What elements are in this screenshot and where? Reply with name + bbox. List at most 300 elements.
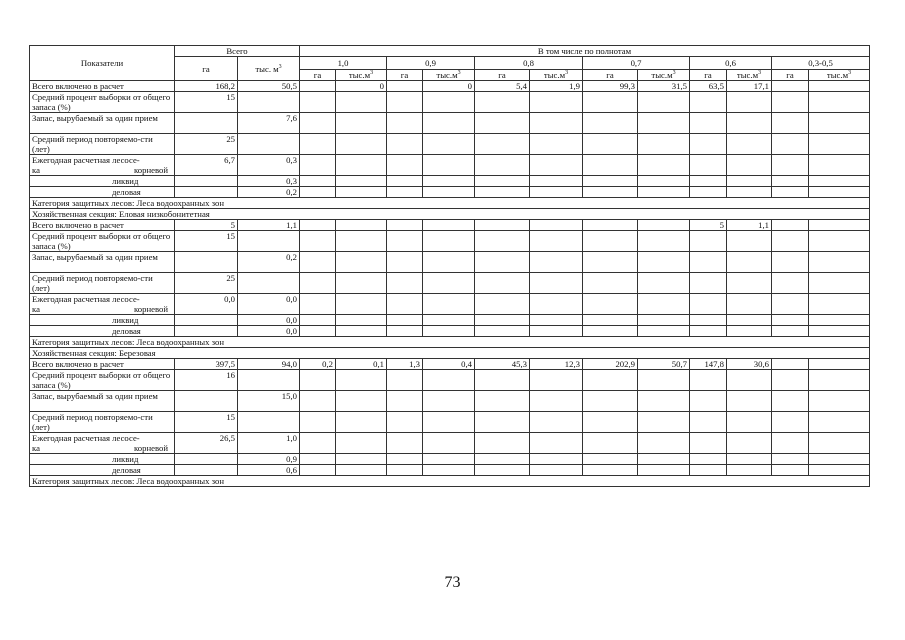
value-cell — [475, 465, 530, 476]
value-cell — [583, 326, 638, 337]
value-cell — [772, 134, 809, 155]
table-row — [30, 359, 870, 370]
value-cell — [638, 113, 690, 134]
value-cell — [475, 454, 530, 465]
value-cell — [690, 412, 727, 433]
value-cell — [809, 433, 870, 454]
row-label: Всего включено в расчет — [30, 81, 175, 92]
value-cell — [583, 294, 638, 315]
value-cell — [238, 412, 300, 433]
value-cell — [690, 273, 727, 294]
value-cell — [638, 92, 690, 113]
value-cell — [772, 176, 809, 187]
value-cell — [475, 391, 530, 412]
table-row — [30, 155, 870, 176]
value-cell — [727, 454, 772, 465]
row-label: Запас, вырубаемый за один прием — [30, 113, 175, 134]
section-caption-row — [30, 476, 870, 487]
value-cell — [336, 433, 387, 454]
value-cell — [475, 370, 530, 391]
value-cell — [475, 315, 530, 326]
table-row — [30, 92, 870, 113]
value-cell — [475, 220, 530, 231]
value-cell — [475, 92, 530, 113]
value-cell — [530, 220, 583, 231]
density-ha-header: га — [772, 70, 809, 81]
section-caption: Хозяйственная секция: Березовая — [30, 348, 870, 359]
value-cell — [475, 433, 530, 454]
value-cell: 7,6 — [238, 113, 300, 134]
density-ha-header: га — [300, 70, 336, 81]
value-cell — [300, 315, 336, 326]
value-cell — [690, 113, 727, 134]
section-caption-row — [30, 198, 870, 209]
table-body — [30, 81, 870, 487]
value-cell — [387, 326, 423, 337]
value-cell: 0 — [336, 81, 387, 92]
value-cell: 0,9 — [238, 454, 300, 465]
value-cell — [475, 231, 530, 252]
row-label: деловая — [30, 326, 175, 337]
value-cell: 147,8 — [690, 359, 727, 370]
value-cell — [336, 273, 387, 294]
value-cell — [387, 454, 423, 465]
value-cell: 1,3 — [387, 359, 423, 370]
table-row — [30, 326, 870, 337]
value-cell — [809, 134, 870, 155]
table-row — [30, 113, 870, 134]
value-cell — [175, 252, 238, 273]
value-cell — [175, 326, 238, 337]
value-cell — [809, 187, 870, 198]
row-label: Средний процент выборки от общего запаса (%) — [30, 231, 175, 252]
value-cell — [423, 412, 475, 433]
value-cell: 50,5 — [238, 81, 300, 92]
density-header: 0,9 — [387, 57, 475, 70]
value-cell — [638, 326, 690, 337]
section-caption: Категория защитных лесов: Леса водоохранных зон — [30, 337, 870, 348]
value-cell — [387, 273, 423, 294]
value-cell — [300, 454, 336, 465]
value-cell — [423, 294, 475, 315]
value-cell — [387, 155, 423, 176]
table-row — [30, 433, 870, 454]
table-row — [30, 391, 870, 412]
value-cell — [423, 391, 475, 412]
value-cell — [387, 370, 423, 391]
value-cell: 1,1 — [238, 220, 300, 231]
value-cell — [809, 155, 870, 176]
value-cell — [336, 176, 387, 187]
value-cell — [387, 391, 423, 412]
value-cell: 15,0 — [238, 391, 300, 412]
value-cell — [772, 315, 809, 326]
value-cell — [423, 113, 475, 134]
value-cell — [727, 134, 772, 155]
value-cell: 0,0 — [238, 315, 300, 326]
table-row — [30, 370, 870, 391]
value-cell — [530, 187, 583, 198]
value-cell — [387, 113, 423, 134]
value-cell — [530, 176, 583, 187]
value-cell — [387, 92, 423, 113]
value-cell — [300, 81, 336, 92]
value-cell — [583, 231, 638, 252]
indicators-header: Показатели — [30, 46, 175, 81]
value-cell — [638, 433, 690, 454]
value-cell — [638, 134, 690, 155]
value-cell — [727, 92, 772, 113]
value-cell — [336, 294, 387, 315]
value-cell — [300, 220, 336, 231]
value-cell — [530, 391, 583, 412]
value-cell — [727, 231, 772, 252]
value-cell — [475, 412, 530, 433]
value-cell — [809, 294, 870, 315]
density-header: 0,7 — [583, 57, 690, 70]
value-cell: 202,9 — [583, 359, 638, 370]
value-cell — [336, 315, 387, 326]
value-cell — [727, 433, 772, 454]
value-cell — [727, 176, 772, 187]
value-cell — [690, 134, 727, 155]
table-row — [30, 187, 870, 198]
value-cell — [690, 315, 727, 326]
section-caption-row — [30, 337, 870, 348]
value-cell — [475, 294, 530, 315]
value-cell — [772, 231, 809, 252]
value-cell — [423, 370, 475, 391]
value-cell — [638, 176, 690, 187]
value-cell — [423, 252, 475, 273]
value-cell — [475, 252, 530, 273]
density-volume-header: $тыс.м^3$ — [336, 70, 387, 81]
value-cell — [300, 113, 336, 134]
value-cell: 1,1 — [727, 220, 772, 231]
value-cell — [809, 315, 870, 326]
value-cell: 26,5 — [175, 433, 238, 454]
value-cell — [809, 252, 870, 273]
value-cell: 15 — [175, 231, 238, 252]
value-cell — [583, 155, 638, 176]
value-cell: 1,9 — [530, 81, 583, 92]
value-cell — [809, 113, 870, 134]
value-cell — [583, 370, 638, 391]
value-cell: 0,2 — [238, 187, 300, 198]
value-cell — [175, 187, 238, 198]
value-cell — [336, 370, 387, 391]
row-label: деловая — [30, 465, 175, 476]
row-label: ликвид — [30, 176, 175, 187]
table-row — [30, 220, 870, 231]
value-cell — [238, 92, 300, 113]
value-cell — [530, 370, 583, 391]
value-cell — [300, 412, 336, 433]
value-cell: 5 — [690, 220, 727, 231]
value-cell — [336, 92, 387, 113]
value-cell — [387, 231, 423, 252]
value-cell — [727, 391, 772, 412]
table-row — [30, 454, 870, 465]
value-cell — [423, 176, 475, 187]
value-cell: 0 — [423, 81, 475, 92]
value-cell — [475, 326, 530, 337]
value-cell — [772, 294, 809, 315]
section-caption-row — [30, 348, 870, 359]
section-caption-row — [30, 209, 870, 220]
total-ha-header: га — [175, 57, 238, 81]
density-volume-header: $тыс.м^3$ — [809, 70, 870, 81]
value-cell — [638, 294, 690, 315]
value-cell — [300, 187, 336, 198]
table-row — [30, 252, 870, 273]
value-cell — [530, 454, 583, 465]
table-row — [30, 294, 870, 315]
value-cell — [387, 433, 423, 454]
value-cell — [336, 412, 387, 433]
value-cell: 168,2 — [175, 81, 238, 92]
value-cell — [809, 465, 870, 476]
value-cell — [475, 134, 530, 155]
value-cell — [772, 187, 809, 198]
value-cell — [690, 433, 727, 454]
value-cell — [809, 412, 870, 433]
value-cell — [238, 273, 300, 294]
value-cell — [175, 465, 238, 476]
value-cell: 6,7 — [175, 155, 238, 176]
section-caption: Категория защитных лесов: Леса водоохранных зон — [30, 198, 870, 209]
value-cell — [475, 155, 530, 176]
value-cell — [336, 252, 387, 273]
value-cell — [638, 370, 690, 391]
value-cell: 397,5 — [175, 359, 238, 370]
value-cell — [772, 465, 809, 476]
density-volume-header: $тыс.м^3$ — [727, 70, 772, 81]
value-cell — [300, 465, 336, 476]
value-cell — [387, 465, 423, 476]
density-ha-header: га — [583, 70, 638, 81]
row-label: Всего включено в расчет — [30, 220, 175, 231]
forest-calculation-table — [29, 45, 870, 487]
value-cell — [175, 176, 238, 187]
value-cell — [336, 113, 387, 134]
density-volume-header: $тыс.м^3$ — [638, 70, 690, 81]
value-cell: 25 — [175, 273, 238, 294]
row-label: Средний период повторяемо-сти (лет) — [30, 412, 175, 433]
value-cell — [300, 391, 336, 412]
row-label: Ежегодная расчетная лесосе- ка корневой — [30, 155, 175, 176]
value-cell: 0,0 — [238, 326, 300, 337]
value-cell — [530, 273, 583, 294]
value-cell — [727, 187, 772, 198]
value-cell — [727, 315, 772, 326]
value-cell — [772, 359, 809, 370]
value-cell — [638, 412, 690, 433]
table-row — [30, 81, 870, 92]
value-cell: 0,4 — [423, 359, 475, 370]
value-cell: 50,7 — [638, 359, 690, 370]
density-ha-header: га — [690, 70, 727, 81]
value-cell — [690, 252, 727, 273]
value-cell — [336, 391, 387, 412]
density-group-header: В том числе по полнотам — [300, 46, 870, 57]
density-header: 0,6 — [690, 57, 772, 70]
value-cell — [690, 231, 727, 252]
value-cell — [772, 391, 809, 412]
value-cell — [583, 315, 638, 326]
value-cell — [423, 465, 475, 476]
value-cell: 0,2 — [300, 359, 336, 370]
table-row — [30, 134, 870, 155]
value-cell — [583, 134, 638, 155]
total-volume-header: тыс. $м^3$ — [238, 57, 300, 81]
value-cell — [387, 412, 423, 433]
value-cell — [238, 231, 300, 252]
section-caption: Хозяйственная секция: Еловая низкобонитетная — [30, 209, 870, 220]
value-cell — [423, 134, 475, 155]
value-cell — [583, 113, 638, 134]
value-cell — [175, 113, 238, 134]
page-number: 73 — [444, 574, 461, 591]
value-cell — [583, 252, 638, 273]
value-cell — [809, 92, 870, 113]
value-cell — [387, 176, 423, 187]
value-cell — [530, 92, 583, 113]
value-cell: 0,1 — [336, 359, 387, 370]
value-cell — [530, 412, 583, 433]
value-cell — [475, 187, 530, 198]
value-cell — [727, 273, 772, 294]
value-cell: 12,3 — [530, 359, 583, 370]
value-cell — [475, 176, 530, 187]
value-cell — [300, 433, 336, 454]
value-cell — [638, 273, 690, 294]
value-cell — [772, 220, 809, 231]
value-cell — [638, 155, 690, 176]
value-cell — [638, 220, 690, 231]
value-cell — [530, 433, 583, 454]
value-cell — [530, 113, 583, 134]
value-cell — [475, 113, 530, 134]
value-cell — [772, 81, 809, 92]
value-cell — [690, 454, 727, 465]
value-cell — [809, 391, 870, 412]
value-cell — [300, 252, 336, 273]
value-cell: 15 — [175, 412, 238, 433]
value-cell — [583, 412, 638, 433]
value-cell — [300, 176, 336, 187]
row-label: ликвид — [30, 315, 175, 326]
value-cell: 0,0 — [238, 294, 300, 315]
value-cell — [175, 391, 238, 412]
value-cell — [638, 252, 690, 273]
value-cell — [727, 155, 772, 176]
value-cell — [809, 273, 870, 294]
value-cell — [772, 370, 809, 391]
value-cell — [727, 370, 772, 391]
value-cell — [727, 113, 772, 134]
value-cell — [583, 92, 638, 113]
value-cell: 0,6 — [238, 465, 300, 476]
value-cell — [423, 326, 475, 337]
value-cell — [530, 155, 583, 176]
value-cell — [727, 412, 772, 433]
value-cell — [387, 81, 423, 92]
value-cell: 94,0 — [238, 359, 300, 370]
value-cell: 31,5 — [638, 81, 690, 92]
value-cell — [583, 273, 638, 294]
value-cell — [387, 134, 423, 155]
value-cell: 16 — [175, 370, 238, 391]
value-cell — [423, 92, 475, 113]
value-cell — [423, 231, 475, 252]
value-cell — [300, 155, 336, 176]
value-cell — [583, 176, 638, 187]
value-cell — [690, 176, 727, 187]
value-cell: 5 — [175, 220, 238, 231]
value-cell — [300, 273, 336, 294]
row-label: Ежегодная расчетная лесосе- ка корневой — [30, 433, 175, 454]
value-cell — [690, 391, 727, 412]
value-cell — [690, 294, 727, 315]
value-cell — [530, 231, 583, 252]
value-cell — [530, 326, 583, 337]
value-cell: 25 — [175, 134, 238, 155]
density-ha-header: га — [475, 70, 530, 81]
value-cell — [423, 315, 475, 326]
density-header: 1,0 — [300, 57, 387, 70]
value-cell — [690, 370, 727, 391]
value-cell — [336, 187, 387, 198]
value-cell — [638, 391, 690, 412]
value-cell: 15 — [175, 92, 238, 113]
value-cell — [583, 454, 638, 465]
value-cell — [238, 370, 300, 391]
value-cell — [727, 465, 772, 476]
value-cell — [690, 187, 727, 198]
value-cell: 0,3 — [238, 155, 300, 176]
value-cell — [300, 92, 336, 113]
density-header: 0,3-0,5 — [772, 57, 870, 70]
value-cell — [530, 315, 583, 326]
value-cell: 45,3 — [475, 359, 530, 370]
value-cell — [423, 155, 475, 176]
value-cell — [336, 134, 387, 155]
value-cell — [809, 326, 870, 337]
value-cell — [809, 220, 870, 231]
value-cell — [336, 155, 387, 176]
value-cell — [809, 231, 870, 252]
value-cell — [300, 134, 336, 155]
value-cell: 0,0 — [175, 294, 238, 315]
value-cell — [336, 465, 387, 476]
row-label: деловая — [30, 187, 175, 198]
value-cell — [423, 187, 475, 198]
value-cell — [300, 370, 336, 391]
table-row — [30, 315, 870, 326]
value-cell: 0,2 — [238, 252, 300, 273]
value-cell — [772, 155, 809, 176]
value-cell — [336, 231, 387, 252]
value-cell — [772, 412, 809, 433]
value-cell — [387, 220, 423, 231]
value-cell — [690, 465, 727, 476]
value-cell — [530, 294, 583, 315]
value-cell — [336, 454, 387, 465]
value-cell — [727, 326, 772, 337]
value-cell — [583, 391, 638, 412]
value-cell — [387, 252, 423, 273]
